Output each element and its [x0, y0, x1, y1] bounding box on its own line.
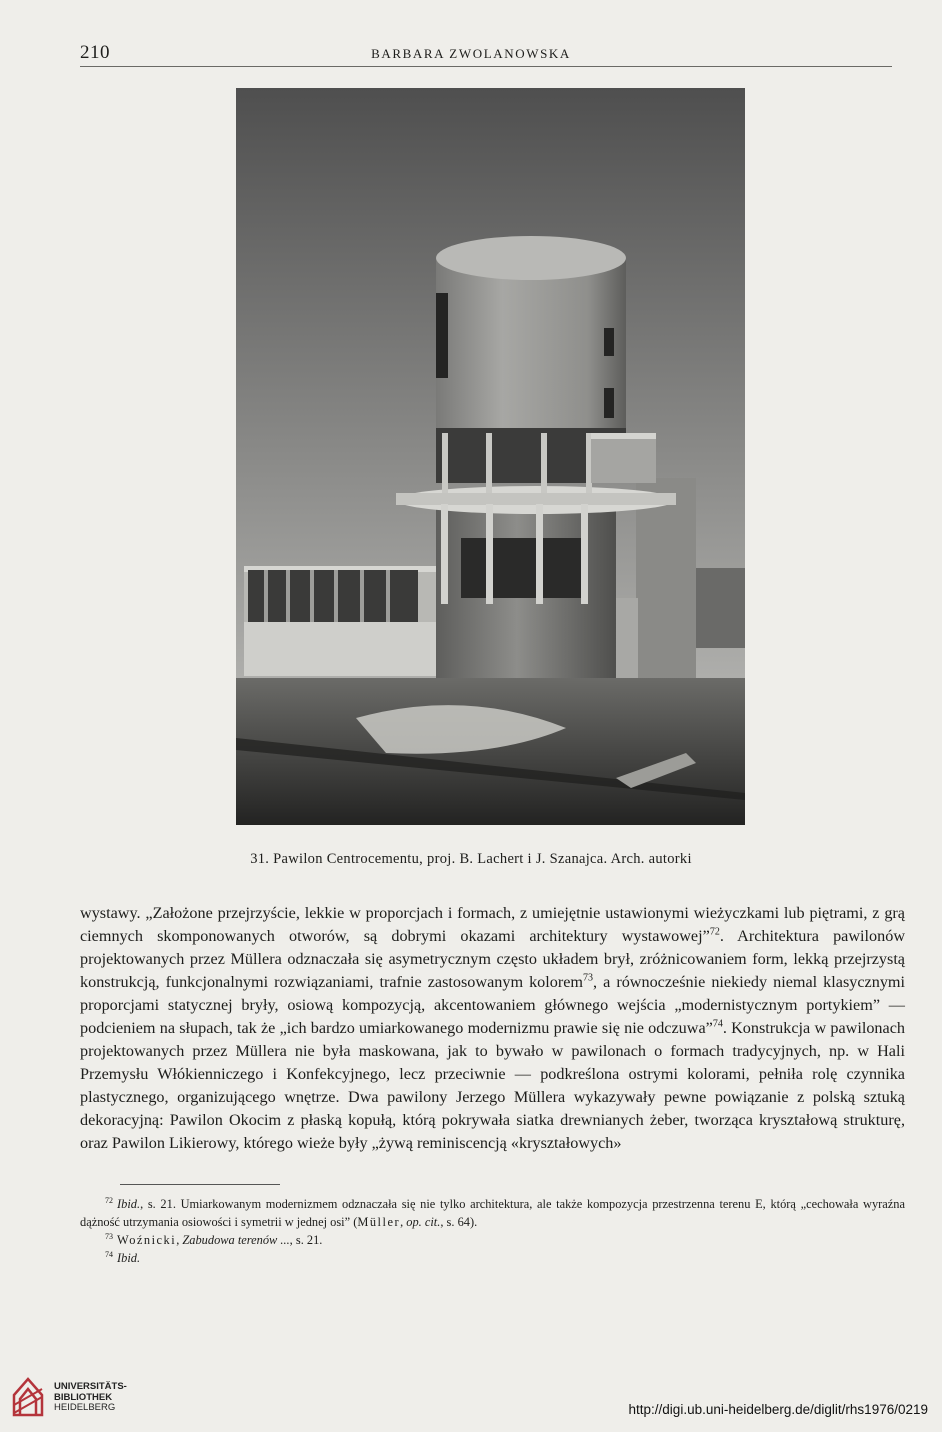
footnote-mark: 74	[105, 1249, 113, 1259]
footnote-title: Zabudowa terenów ...	[182, 1233, 290, 1247]
paragraph	[80, 902, 905, 1155]
footnote-text: , s. 21.	[289, 1233, 323, 1247]
paragraph-text: . Konstrukcja w pawilonach projektowanych przez Müllera nie była maskowana, jak to bywało w pawilonach o formach tradycyjnych, np. w Hali Przemysłu Włókienniczego i Konfekcyjnego, lecz przeciwnie — podkreślona ostrymi kolorami, pełniła rolę czynnika plastycznego, organizującego wnętrze. Dwa pawilony Jerzego Müllera wykazywały pewne powiązanie z polską sztuką dekoracyjną: Pawilon Okocim z płaską kopułą, którą pokrywała siatka drewnianych żeber, tworząca kryształową strukturę, oraz Pawilon Likierowy, którego wieże były „żywą reminiscencją «kryształowych»	[80, 1019, 905, 1152]
header-rule	[80, 66, 892, 67]
footnote-text: ,	[176, 1233, 183, 1247]
footnote-ref: 72	[709, 926, 720, 938]
pavilion-photo	[236, 88, 745, 825]
footnote-text: , s. 64).	[440, 1215, 478, 1229]
footnote-text: ,	[400, 1215, 407, 1229]
source-url-link[interactable]: http://digi.ub.uni-heidelberg.de/diglit/rhs1976/0219	[628, 1402, 928, 1417]
footnote-72	[80, 1195, 905, 1231]
footnote-mark: 73	[105, 1231, 113, 1241]
body-text	[80, 902, 905, 1155]
footnote-author: Müller	[357, 1215, 401, 1229]
footnote-ibid: Ibid.	[117, 1197, 141, 1211]
library-name-line: HEIDELBERG	[54, 1402, 116, 1413]
footnote-73	[80, 1231, 905, 1249]
footnote-opcit: op. cit.	[406, 1215, 441, 1229]
paragraph-text: .	[719, 927, 724, 945]
paragraph-text: Architektura pawilonów projektowanych przez Müllera odznaczała się asymetrycznym często układem brył, zróżnicowaniem form, lekką przejrzystą konstrukcją, funkcjonalnymi rozwiązaniami, trafnie zastosowanym kolorem	[80, 927, 906, 991]
footnote-author: Woźnicki	[117, 1233, 177, 1247]
footnote-rule	[120, 1184, 280, 1185]
library-logo-icon	[10, 1375, 46, 1417]
running-head: BARBARA ZWOLANOWSKA	[371, 46, 571, 61]
paragraph-text: , a równocześnie niekiedy niemal klasycznymi proporcjami statycznej bryły, osiową kompozycją, akcentowaniem głównego wejścia „modernistycznym portykiem” — podcieniem na słupach, tak że „ich bardzo umiarkowanego modernizmu prawie się nie odczuwa”	[80, 973, 905, 1037]
footnote-mark: 72	[105, 1195, 113, 1205]
footnote-text: , s. 21. Umiarkowanym modernizmem odznaczała się nie tylko architektura, ale także kompozycja przestrzenna terenu E, którą „cechowała wyraźna dążność utrzymania osiowości i symetrii w jednej osi” (	[80, 1197, 905, 1229]
library-name-line: UNIVERSITÄTS-	[54, 1381, 127, 1392]
library-name	[54, 1382, 127, 1414]
figure-caption: 31. Pawilon Centrocementu, proj. B. Lachert i J. Szanajca. Arch. autorki	[250, 851, 692, 867]
footnote-ref: 74	[712, 1018, 723, 1030]
footnote-ref: 73	[583, 972, 594, 984]
footnote-74	[80, 1249, 905, 1267]
library-name-line: BIBLIOTHEK	[54, 1391, 113, 1403]
paragraph-text: wystawy. „Założone przejrzyście, lekkie w proporcjach i formach, z umiejętnie ustawionymi wieżyczkami lub piętrami, z grą ciemnych skomponowanych otworów, są dobrymi okazami architektury wystawowej”	[80, 904, 905, 945]
page-number: 210	[80, 42, 110, 63]
footnotes	[80, 1195, 905, 1267]
footnote-ibid: Ibid.	[117, 1251, 141, 1265]
